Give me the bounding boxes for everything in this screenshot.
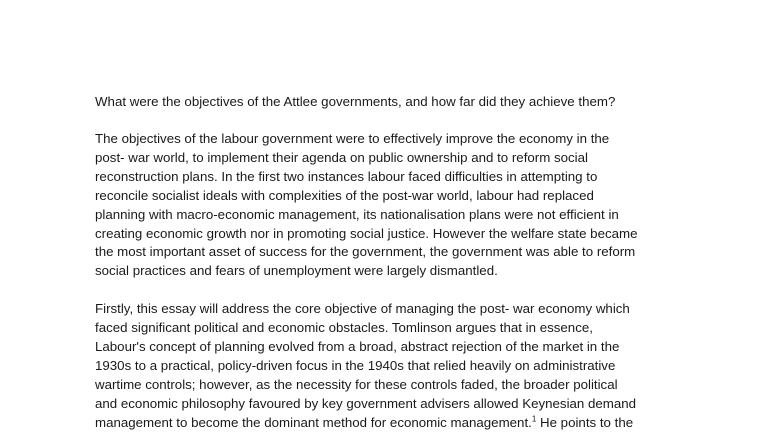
- text-line: Labour's concept of planning evolved from a broad, abstract rejection of the market in the: [95, 339, 620, 355]
- text-line: reconcile socialist ideals with complexities of the post-war world, labour had replaced: [95, 187, 594, 203]
- text-line: wartime controls; however, as the necessity for these controls faded, the broader political: [95, 376, 618, 392]
- text-line: social practices and fears of unemployment were largely dismantled.: [95, 263, 498, 279]
- essay-question: What were the objectives of the Attlee governments, and how far did they achieve them?: [95, 94, 616, 109]
- essay-body: [95, 92, 705, 433]
- text-line: Firstly, this essay will address the core objective of managing the post- war economy which: [95, 301, 630, 317]
- text-segment: He points to the: [536, 414, 634, 430]
- text-line: the most important asset of success for the government, the government was able to reform: [95, 244, 636, 260]
- text-line: planning with macro-economic management, its nationalisation plans were not efficient in: [95, 206, 619, 222]
- text-line-with-footnote: [95, 414, 705, 433]
- text-segment: management to become the dominant method for economic management.: [95, 414, 532, 430]
- text-line: 1930s to a practical, policy-driven focus in the 1940s that relied heavily on administrative: [95, 357, 616, 373]
- text-line: and economic philosophy favoured by key government advisers allowed Keynesian demand: [95, 395, 637, 411]
- text-line: post- war world, to implement their agenda on public ownership and to reform social: [95, 149, 588, 165]
- footnote-marker[interactable]: 1: [531, 414, 537, 424]
- paragraph-economy: [95, 300, 705, 432]
- text-line: creating economic growth nor in promoting social justice. However the welfare state became: [95, 225, 638, 241]
- text-line: The objectives of the labour government were to effectively improve the economy in the: [95, 131, 610, 146]
- paragraph-introduction: [95, 130, 705, 281]
- text-line: reconstruction plans. In the first two instances labour faced difficulties in attempting to: [95, 168, 598, 184]
- text-line: faced significant political and economic obstacles. Tomlinson argues that in essence,: [95, 320, 593, 336]
